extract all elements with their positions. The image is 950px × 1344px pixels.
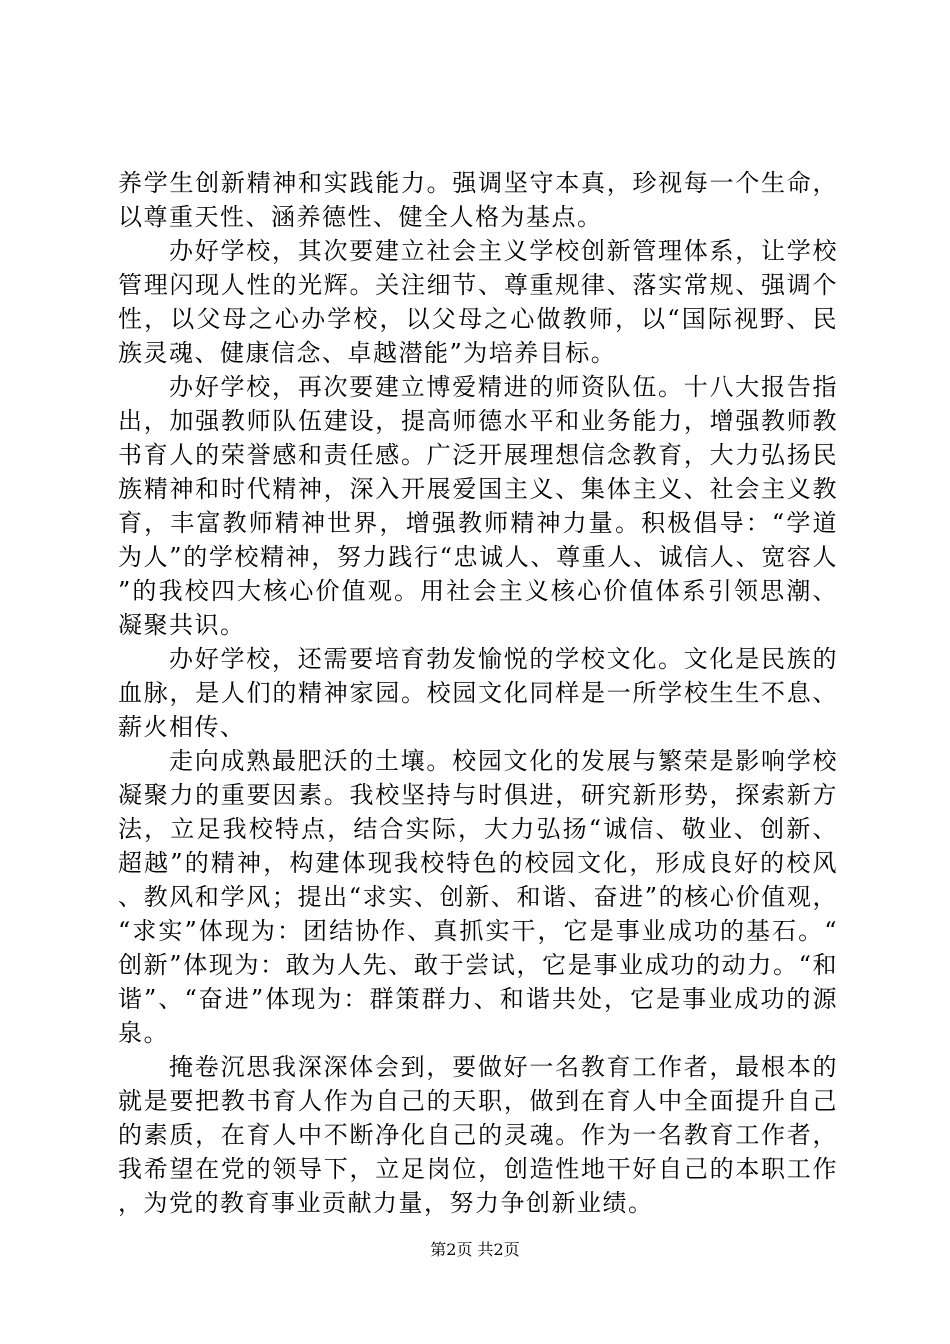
paragraph-2: 办好学校，其次要建立社会主义学校创新管理体系，让学校管理闪现人性的光辉。关注细节、尊重规律、落实常规、强调个性，以父母之心办学校，以父母之心做教师，以“国际视野、民族灵魂、健康信念、卓越潜能”为培养目标。	[118, 237, 838, 367]
paragraph-5: 走向成熟最肥沃的土壤。校园文化的发展与繁荣是影响学校凝聚力的重要因素。我校坚持与时俱进，研究新形势，探索新方法，立足我校特点，结合实际，大力弘扬“诚信、敬业、创新、超越”的精神，构建体现我校特色的校园文化，形成良好的校风、教风和学风；提出“求实、创新、和谐、奋进”的核心价值观，“求实”体现为：团结协作、真抓实干，它是事业成功的基石。“创新”体现为：敢为人先、敢于尝试，它是事业成功的动力。“和谐”、“奋进”体现为：群策群力、和谐共处，它是事业成功的源泉。	[118, 747, 838, 1047]
paragraph-1: 养学生创新精神和实践能力。强调坚守本真，珍视每一个生命，以尊重天性、涵养德性、健全人格为基点。	[118, 169, 838, 231]
paragraph-6: 掩卷沉思我深深体会到，要做好一名教育工作者，最根本的就是要把教书育人作为自己的天职，做到在育人中全面提升自己的素质，在育人中不断净化自己的灵魂。作为一名教育工作者，我希望在党的领导下，立足岗位，创造性地干好自己的本职工作，为党的教育事业贡献力量，努力争创新业绩。	[118, 1053, 838, 1217]
body-text	[118, 166, 838, 1220]
paragraph-3: 办好学校，再次要建立博爱精进的师资队伍。十八大报告指出，加强教师队伍建设，提高师德水平和业务能力，增强教师教书育人的荣誉感和责任感。广泛开展理想信念教育，大力弘扬民族精神和时代精神，深入开展爱国主义、集体主义、社会主义教育，丰富教师精神世界，增强教师精神力量。积极倡导：“学道为人”的学校精神，努力践行“忠诚人、尊重人、诚信人、宽容人”的我校四大核心价值观。用社会主义核心价值体系引领思潮、凝聚共识。	[118, 373, 838, 639]
paragraph-4: 办好学校，还需要培育勃发愉悦的学校文化。文化是民族的血脉，是人们的精神家园。校园文化同样是一所学校生生不息、薪火相传、	[118, 645, 838, 741]
page-footer: 第2页 共2页	[430, 1240, 520, 1259]
